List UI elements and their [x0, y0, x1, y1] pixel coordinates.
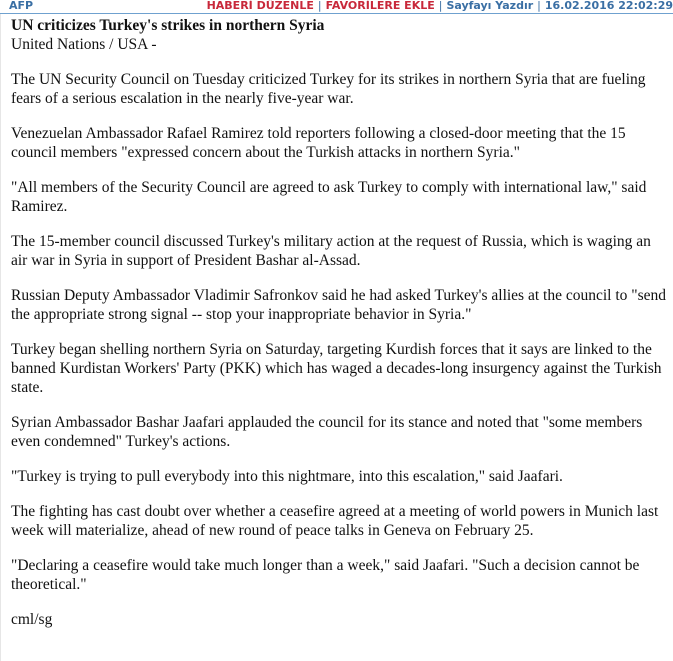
publish-timestamp: 16.02.2016 22:02:29 — [544, 0, 673, 12]
news-source-label: AFP — [9, 0, 34, 12]
article-paragraph: The fighting has cast doubt over whether a ceasefire agreed at a meeting of world powers in Munich last week will materialize, ahead of new round of peace talks in Geneva on February 25. — [11, 503, 659, 539]
article-paragraph: The UN Security Council on Tuesday criticized Turkey for its strikes in northern Syria that are fueling fears of a serious escalation in the nearly five-year war. — [11, 71, 646, 107]
article-dateline: United Nations / USA - — [11, 36, 157, 53]
article-paragraph: Russian Deputy Ambassador Vladimir Safronkov said he had asked Turkey's allies at the council to "send the appropriate strong signal -- stop your inappropriate behavior in Syria." — [11, 287, 667, 323]
article-paragraph: Turkey began shelling northern Syria on Saturday, targeting Kurdish forces that it says are linked to the banned Kurdistan Workers' Party (PKK) which has waged a decades-long insurgency against the Turkish state. — [11, 341, 662, 396]
article-toolbar — [0, 0, 673, 14]
left-divider — [0, 14, 1, 661]
edit-news-link[interactable]: HABERİ DÜZENLE — [206, 0, 314, 12]
toolbar-separator: | — [537, 0, 541, 12]
article-paragraph: Syrian Ambassador Bashar Jaafari applauded the council for its stance and noted that "some members even condemned" Turkey's actions. — [11, 414, 643, 450]
print-page-link[interactable]: Sayfayı Yazdır — [446, 0, 534, 12]
article-paragraph: "Declaring a ceasefire would take much longer than a week," said Jaafari. "Such a decision cannot be theoretical." — [11, 557, 640, 593]
article-body — [11, 16, 669, 645]
toolbar-separator: | — [317, 0, 322, 12]
article-paragraph: The 15-member council discussed Turkey's military action at the request of Russia, which is waging an air war in Syria in support of President Bashar al-Assad. — [11, 233, 651, 269]
article-paragraph: "All members of the Security Council are agreed to ask Turkey to comply with international law," said Ramirez. — [11, 179, 647, 215]
article-signature: cml/sg — [11, 611, 53, 628]
article-paragraph: "Turkey is trying to pull everybody into this nightmare, into this escalation," said Jaafari. — [11, 468, 563, 485]
toolbar-actions — [207, 0, 673, 12]
article-paragraph: Venezuelan Ambassador Rafael Ramirez told reporters following a closed-door meeting that the 15 council members "expressed concern about the Turkish attacks in northern Syria." — [11, 125, 626, 161]
toolbar-separator: | — [438, 0, 443, 12]
add-to-favorites-link[interactable]: FAVORİLERE EKLE — [325, 0, 435, 12]
article-headline: UN criticizes Turkey's strikes in northern Syria — [11, 17, 325, 34]
